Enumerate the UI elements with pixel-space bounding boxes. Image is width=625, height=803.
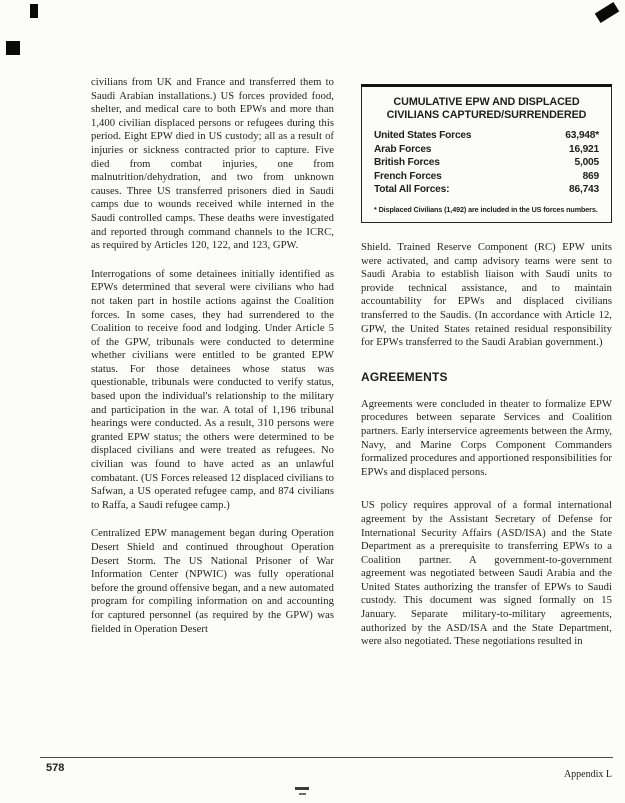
row-value: 5,005 xyxy=(574,157,599,168)
footer-rule xyxy=(40,757,613,758)
body-paragraph: Centralized EPW management began during Operation Desert Shield and continued throughout Operation Desert Storm. The US National Prisoner of War Information Center (NPWIC) was fully operational before the ground offensive began, and a new automated program for compiling information on and accounting for captured personnel (as required by the GPW) was fielded in Operation Desert xyxy=(91,528,334,635)
scan-artifact-bottom xyxy=(295,787,309,790)
body-paragraph: Shield. Trained Reserve Component (RC) EPW units were activated, and camp advisory teams were sent to Saudi Arabia to establish liaison with Saudi units to provide technical assistance, and to maintain accountability for EPWs and displaced civilians transferred to the Saudis. (In accordance with Article 12, GPW, the United States retained residual responsibility for EPWs transferred to the Saudi Arabian government.) xyxy=(361,242,612,349)
body-paragraph: Interrogations of some detainees initially identified as EPWs determined that several were civilians who had not taken part in hostile actions against the Coalition forces. In some cases, they had surrendered to the Coalition to receive food and lodging. Under Article 5 of the GPW, tribunals were conducted to determine whether civilians were entitled to be granted EPW status. For those detainees whose status was questionable, tribunals were conducted to verify status, based upon the individual's relationship to the military and participation in the war. A total of 1,196 tribunal hearings were conducted. As a result, 310 persons were granted EPW status; the others were determined to be displaced civilians and were treated as refugees. No civilian was found to have acted as an unlawful combatant. (US Forces released 12 displaced civilians to Safwan, a US operated refugee camp, and 874 civilians to Raffa, a Saudi refugee camp.) xyxy=(91,268,334,511)
row-label: British Forces xyxy=(374,157,440,168)
scan-artifact-top-right xyxy=(595,2,619,23)
row-value: 869 xyxy=(582,170,599,182)
section-heading: AGREEMENTS xyxy=(361,369,448,384)
body-paragraph: US policy requires approval of a formal international agreement by the Assistant Secretary of Defense for International Security Affairs (ASD/ISA) and the State Department as a prerequisite to transferring EPWs to a Coalition partner. A government-to-government agreement was negotiated between Saudi Arabia and the United States authorizing the transfer of EPWs to Saudi custody. This document was signed formally on 15 January. Separate military-to-military agreements, authorized by the ASD/ISA and the State Department, were also negotiated. These negotiations resulted in xyxy=(361,500,612,648)
row-value: 16,921 xyxy=(569,143,599,155)
body-paragraph: civilians from UK and France and transferred them to Saudi Arabian installations.) US forces provided food, shelter, and medical care to both EPWs and more than 1,400 civilian displaced persons or refugees during this period. Eight EPW died in US custody; all as a result of injuries or sickness contracted prior to capture. Five died from combat injuries, one from malnutrition/dehydration, and two from unknown causes. Three US transferred prisoners died in Saudi camps due to wounds received while interned in the Saudi controlled camps. These deaths were investigated and reported through command channels to the ICRC, as required by Articles 120, 122, and 123, GPW. xyxy=(91,77,334,252)
scan-artifact-bottom xyxy=(299,793,306,795)
body-paragraph: Agreements were concluded in theater to formalize EPW procedures between separate Services and Coalition partners. Early interservice agreements between the Army, Navy, and Marine Corps Component Commanders formalized procedures and apportioned responsibilities for EPWs and displaced persons. xyxy=(361,398,612,478)
table-row xyxy=(374,156,599,170)
row-label: Arab Forces xyxy=(374,143,432,155)
table-rows xyxy=(374,129,599,197)
page-number: 578 xyxy=(46,762,65,774)
epw-summary-table xyxy=(361,84,612,223)
table-footnote: * Displaced Civilians (1,492) are included in the US forces numbers. xyxy=(374,204,598,214)
table-row xyxy=(374,143,599,157)
row-label: French Forces xyxy=(374,170,442,182)
row-value: 86,743 xyxy=(569,184,599,195)
table-row xyxy=(374,183,599,197)
table-row xyxy=(374,129,599,143)
scan-artifact-left-square xyxy=(6,41,20,55)
left-column xyxy=(91,76,334,651)
table-title xyxy=(374,96,599,121)
table-row xyxy=(374,170,599,184)
scan-artifact-top-left xyxy=(30,4,38,18)
row-label: Total All Forces: xyxy=(374,184,450,195)
row-label: United States Forces xyxy=(374,130,472,141)
table-title-line: CIVILIANS CAPTURED/SURRENDERED xyxy=(386,108,587,121)
right-column xyxy=(361,84,612,664)
row-value: 63,948* xyxy=(565,130,599,141)
appendix-label: Appendix L xyxy=(563,769,612,780)
table-title-line: CUMULATIVE EPW AND DISPLACED xyxy=(393,96,580,108)
